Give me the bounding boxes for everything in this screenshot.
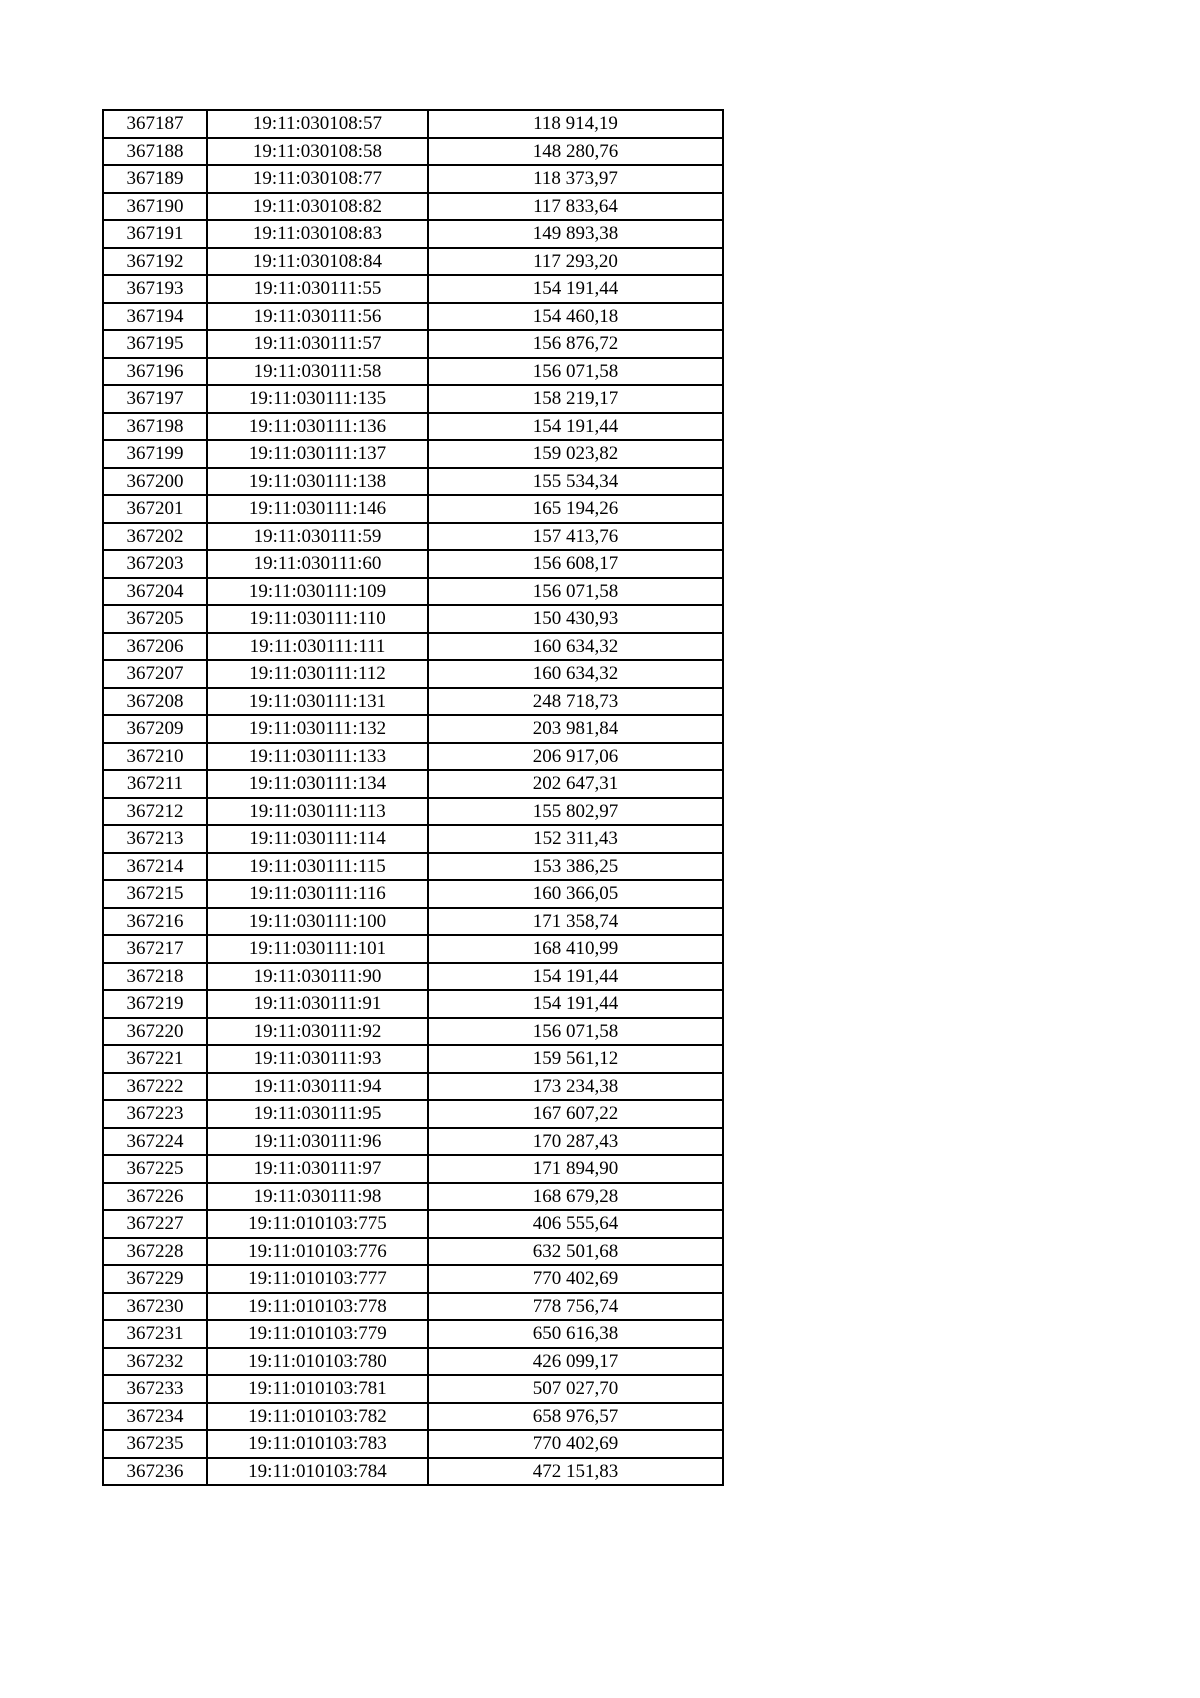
cadastral-value-cell: 778 756,74 [428,1293,723,1321]
cadastral-number-cell: 19:11:030108:83 [207,220,428,248]
row-number-cell: 367195 [103,330,207,358]
cadastral-number-cell: 19:11:030111:134 [207,770,428,798]
cadastral-value-cell: 118 914,19 [428,110,723,138]
cadastral-number-cell: 19:11:030111:138 [207,468,428,496]
table-row [103,550,723,578]
table-row [103,990,723,1018]
table-row [103,798,723,826]
cadastral-number-cell: 19:11:010103:781 [207,1375,428,1403]
table-row [103,1100,723,1128]
cadastral-number-cell: 19:11:030111:94 [207,1073,428,1101]
row-number-cell: 367188 [103,138,207,166]
cadastral-value-cell: 173 234,38 [428,1073,723,1101]
table-row [103,1348,723,1376]
cadastral-value-cell: 154 191,44 [428,963,723,991]
cadastral-value-cell: 202 647,31 [428,770,723,798]
cadastral-value-cell: 160 634,32 [428,633,723,661]
cadastral-value-cell: 154 191,44 [428,275,723,303]
cadastral-number-cell: 19:11:030111:95 [207,1100,428,1128]
cadastral-number-cell: 19:11:030111:137 [207,440,428,468]
table-row [103,358,723,386]
cadastral-value-cell: 156 876,72 [428,330,723,358]
row-number-cell: 367212 [103,798,207,826]
cadastral-value-cell: 770 402,69 [428,1430,723,1458]
row-number-cell: 367220 [103,1018,207,1046]
cadastral-number-cell: 19:11:030108:84 [207,248,428,276]
cadastral-number-cell: 19:11:030108:58 [207,138,428,166]
cadastral-number-cell: 19:11:010103:780 [207,1348,428,1376]
table-row [103,413,723,441]
table-row [103,1430,723,1458]
cadastral-value-cell: 248 718,73 [428,688,723,716]
cadastral-number-cell: 19:11:030111:131 [207,688,428,716]
row-number-cell: 367233 [103,1375,207,1403]
row-number-cell: 367231 [103,1320,207,1348]
table-row [103,1265,723,1293]
table-row [103,468,723,496]
cadastral-value-cell: 154 191,44 [428,990,723,1018]
table-row [103,275,723,303]
cadastral-value-cell: 507 027,70 [428,1375,723,1403]
cadastral-value-cell: 152 311,43 [428,825,723,853]
cadastral-number-cell: 19:11:030111:114 [207,825,428,853]
cadastral-value-cell: 149 893,38 [428,220,723,248]
row-number-cell: 367211 [103,770,207,798]
row-number-cell: 367193 [103,275,207,303]
cadastral-number-cell: 19:11:030111:90 [207,963,428,991]
table-body [103,110,723,1485]
cadastral-number-cell: 19:11:030111:93 [207,1045,428,1073]
table-row [103,1293,723,1321]
table-row [103,660,723,688]
table-row [103,220,723,248]
cadastral-number-cell: 19:11:010103:783 [207,1430,428,1458]
row-number-cell: 367236 [103,1458,207,1486]
table-row [103,633,723,661]
row-number-cell: 367225 [103,1155,207,1183]
row-number-cell: 367235 [103,1430,207,1458]
cadastral-value-cell: 160 366,05 [428,880,723,908]
row-number-cell: 367217 [103,935,207,963]
cadastral-value-cell: 157 413,76 [428,523,723,551]
row-number-cell: 367187 [103,110,207,138]
table-row [103,330,723,358]
table-row [103,880,723,908]
cadastral-value-cell: 150 430,93 [428,605,723,633]
table-row [103,1238,723,1266]
row-number-cell: 367218 [103,963,207,991]
cadastral-number-cell: 19:11:030111:97 [207,1155,428,1183]
cadastral-number-cell: 19:11:030108:82 [207,193,428,221]
cadastral-number-cell: 19:11:030111:113 [207,798,428,826]
row-number-cell: 367202 [103,523,207,551]
cadastral-number-cell: 19:11:030111:57 [207,330,428,358]
cadastral-value-cell: 168 410,99 [428,935,723,963]
table-row [103,1210,723,1238]
cadastral-number-cell: 19:11:030111:92 [207,1018,428,1046]
cadastral-number-cell: 19:11:010103:779 [207,1320,428,1348]
cadastral-value-cell: 167 607,22 [428,1100,723,1128]
row-number-cell: 367206 [103,633,207,661]
cadastral-value-cell: 160 634,32 [428,660,723,688]
cadastral-number-cell: 19:11:030111:59 [207,523,428,551]
cadastral-value-cell: 165 194,26 [428,495,723,523]
row-number-cell: 367227 [103,1210,207,1238]
table-row [103,715,723,743]
table-row [103,963,723,991]
row-number-cell: 367209 [103,715,207,743]
row-number-cell: 367196 [103,358,207,386]
cadastral-number-cell: 19:11:010103:782 [207,1403,428,1431]
row-number-cell: 367223 [103,1100,207,1128]
row-number-cell: 367190 [103,193,207,221]
cadastral-value-cell: 171 358,74 [428,908,723,936]
cadastral-number-cell: 19:11:030111:58 [207,358,428,386]
table-row [103,853,723,881]
table-row [103,578,723,606]
cadastral-number-cell: 19:11:030111:116 [207,880,428,908]
cadastral-number-cell: 19:11:010103:784 [207,1458,428,1486]
cadastral-number-cell: 19:11:030111:109 [207,578,428,606]
cadastral-value-cell: 206 917,06 [428,743,723,771]
cadastral-number-cell: 19:11:030111:133 [207,743,428,771]
cadastral-number-cell: 19:11:030108:77 [207,165,428,193]
table-row [103,1128,723,1156]
cadastral-number-cell: 19:11:010103:777 [207,1265,428,1293]
row-number-cell: 367207 [103,660,207,688]
row-number-cell: 367210 [103,743,207,771]
row-number-cell: 367230 [103,1293,207,1321]
cadastral-number-cell: 19:11:030111:101 [207,935,428,963]
row-number-cell: 367201 [103,495,207,523]
row-number-cell: 367199 [103,440,207,468]
cadastral-number-cell: 19:11:030111:96 [207,1128,428,1156]
cadastral-value-cell: 170 287,43 [428,1128,723,1156]
cadastral-number-cell: 19:11:030111:112 [207,660,428,688]
table-row [103,110,723,138]
cadastral-number-cell: 19:11:030111:146 [207,495,428,523]
cadastral-value-cell: 118 373,97 [428,165,723,193]
row-number-cell: 367213 [103,825,207,853]
table-row [103,385,723,413]
cadastral-number-cell: 19:11:030111:55 [207,275,428,303]
cadastral-value-cell: 632 501,68 [428,1238,723,1266]
table-row [103,495,723,523]
cadastral-value-cell: 117 833,64 [428,193,723,221]
row-number-cell: 367216 [103,908,207,936]
row-number-cell: 367219 [103,990,207,1018]
cadastral-number-cell: 19:11:030111:110 [207,605,428,633]
row-number-cell: 367221 [103,1045,207,1073]
cadastral-value-cell: 155 802,97 [428,798,723,826]
row-number-cell: 367208 [103,688,207,716]
row-number-cell: 367203 [103,550,207,578]
table-row [103,1155,723,1183]
cadastral-value-cell: 148 280,76 [428,138,723,166]
cadastral-value-cell: 770 402,69 [428,1265,723,1293]
cadastral-value-cell: 156 071,58 [428,1018,723,1046]
cadastral-number-cell: 19:11:010103:778 [207,1293,428,1321]
row-number-cell: 367205 [103,605,207,633]
cadastral-value-cell: 156 071,58 [428,358,723,386]
row-number-cell: 367234 [103,1403,207,1431]
cadastral-number-cell: 19:11:030111:135 [207,385,428,413]
table-row [103,770,723,798]
row-number-cell: 367192 [103,248,207,276]
cadastral-number-cell: 19:11:030111:115 [207,853,428,881]
cadastral-number-cell: 19:11:030111:56 [207,303,428,331]
cadastral-value-cell: 155 534,34 [428,468,723,496]
table-row [103,165,723,193]
row-number-cell: 367229 [103,1265,207,1293]
table-row [103,1320,723,1348]
table-row [103,935,723,963]
row-number-cell: 367191 [103,220,207,248]
cadastral-value-cell: 203 981,84 [428,715,723,743]
row-number-cell: 367215 [103,880,207,908]
table-row [103,605,723,633]
table-row [103,1375,723,1403]
cadastral-value-cell: 117 293,20 [428,248,723,276]
cadastral-number-cell: 19:11:010103:775 [207,1210,428,1238]
cadastral-value-cell: 156 608,17 [428,550,723,578]
table-row [103,1018,723,1046]
cadastral-number-cell: 19:11:030111:132 [207,715,428,743]
row-number-cell: 367214 [103,853,207,881]
cadastral-number-cell: 19:11:030111:111 [207,633,428,661]
table-row [103,193,723,221]
cadastral-value-cell: 153 386,25 [428,853,723,881]
table-row [103,1403,723,1431]
table-row [103,1045,723,1073]
cadastral-value-cell: 156 071,58 [428,578,723,606]
row-number-cell: 367194 [103,303,207,331]
cadastral-number-cell: 19:11:030111:136 [207,413,428,441]
table-row [103,1183,723,1211]
cadastral-value-cell: 154 191,44 [428,413,723,441]
cadastral-number-cell: 19:11:030111:100 [207,908,428,936]
row-number-cell: 367197 [103,385,207,413]
row-number-cell: 367226 [103,1183,207,1211]
table-row [103,138,723,166]
row-number-cell: 367222 [103,1073,207,1101]
cadastral-value-cell: 159 023,82 [428,440,723,468]
cadastral-number-cell: 19:11:030108:57 [207,110,428,138]
table-row [103,1073,723,1101]
cadastral-number-cell: 19:11:030111:91 [207,990,428,1018]
cadastral-value-cell: 426 099,17 [428,1348,723,1376]
cadastral-number-cell: 19:11:030111:60 [207,550,428,578]
row-number-cell: 367228 [103,1238,207,1266]
table-row [103,523,723,551]
table-row [103,440,723,468]
cadastral-value-cell: 658 976,57 [428,1403,723,1431]
table-row [103,303,723,331]
cadastral-value-cell: 650 616,38 [428,1320,723,1348]
cadastral-number-cell: 19:11:010103:776 [207,1238,428,1266]
table-row [103,688,723,716]
row-number-cell: 367200 [103,468,207,496]
row-number-cell: 367232 [103,1348,207,1376]
row-number-cell: 367204 [103,578,207,606]
cadastral-value-cell: 168 679,28 [428,1183,723,1211]
cadastral-value-cell: 171 894,90 [428,1155,723,1183]
table-row [103,248,723,276]
table-row [103,908,723,936]
row-number-cell: 367189 [103,165,207,193]
table-row [103,1458,723,1486]
cadastral-number-cell: 19:11:030111:98 [207,1183,428,1211]
table-row [103,825,723,853]
table-row [103,743,723,771]
cadastral-value-cell: 159 561,12 [428,1045,723,1073]
cadastral-value-cell: 406 555,64 [428,1210,723,1238]
row-number-cell: 367198 [103,413,207,441]
cadastral-value-table [102,109,724,1486]
row-number-cell: 367224 [103,1128,207,1156]
cadastral-value-cell: 158 219,17 [428,385,723,413]
cadastral-value-cell: 472 151,83 [428,1458,723,1486]
cadastral-value-cell: 154 460,18 [428,303,723,331]
